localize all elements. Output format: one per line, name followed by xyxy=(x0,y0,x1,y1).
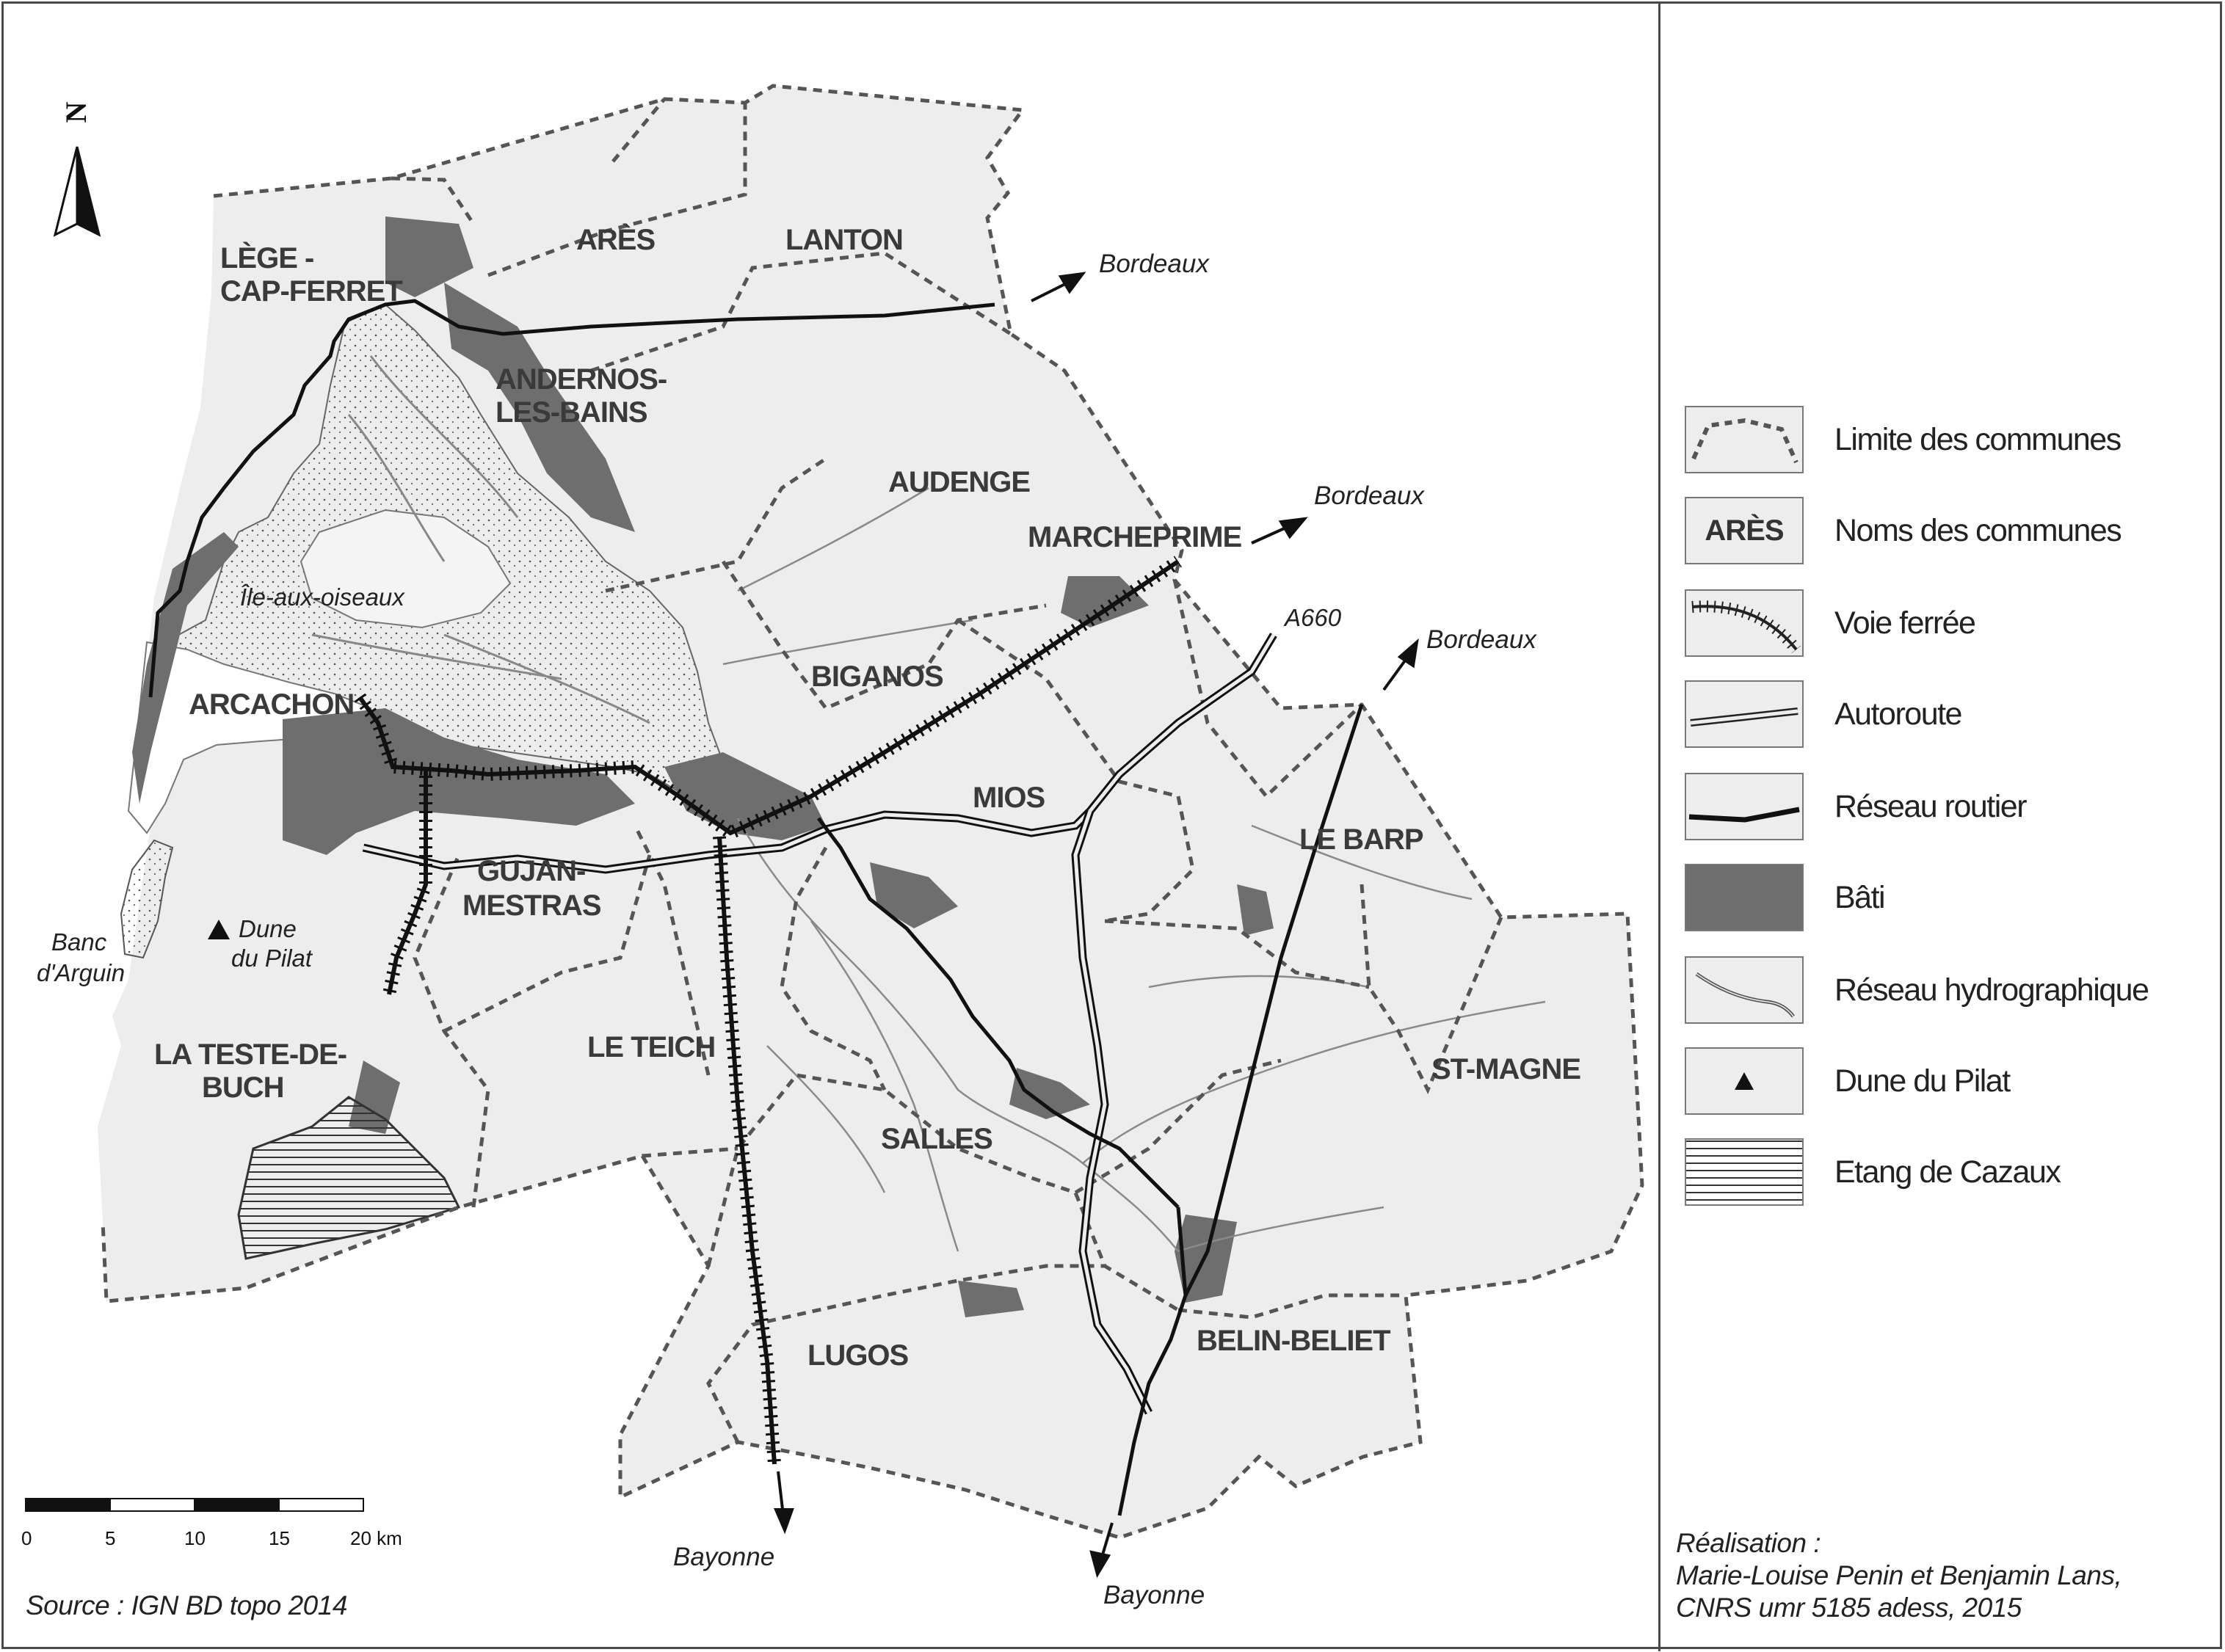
arrowhead-bayonne-1 xyxy=(776,1510,792,1530)
legend-label-railway: Voie ferrée xyxy=(1834,605,1975,641)
north-letter: N xyxy=(59,101,92,123)
legend-label-dune: Dune du Pilat xyxy=(1834,1063,2010,1099)
label-marcheprime: MARCHEPRIME xyxy=(1028,521,1242,553)
legend-item-motorway xyxy=(1685,680,2213,751)
scale-tick-20: 20 km xyxy=(350,1527,402,1549)
north-arrow xyxy=(55,101,99,235)
legend-swatch-roads xyxy=(1685,773,1804,840)
label-ares: ARÈS xyxy=(576,224,656,256)
scale-tick-5: 5 xyxy=(105,1527,116,1549)
label-lugos: LUGOS xyxy=(807,1339,909,1372)
credits xyxy=(1676,1527,2121,1624)
label-lege: LÈGE -CAP-FERRET xyxy=(220,242,402,308)
legend-item-buildings xyxy=(1685,864,2213,934)
legend-swatch-cazaux xyxy=(1685,1138,1804,1206)
legend-swatch-buildings xyxy=(1685,864,1804,931)
arrowhead-bordeaux-2 xyxy=(1281,519,1304,536)
legend-swatch-commune-names: ARÈS xyxy=(1685,497,1804,564)
legend-label-cazaux: Etang de Cazaux xyxy=(1834,1154,2061,1190)
label-bordeaux-3: Bordeaux xyxy=(1426,625,1536,654)
label-bayonne-2: Bayonne xyxy=(1103,1581,1205,1609)
label-dune-pilat: Dune du Pilat xyxy=(231,915,313,972)
legend-item-railway xyxy=(1685,589,2213,660)
scale-tick-0: 0 xyxy=(21,1527,32,1549)
label-lanton: LANTON xyxy=(785,224,903,256)
label-gujan: GUJAN-MESTRAS xyxy=(462,855,601,922)
legend-item-commune-limits xyxy=(1685,406,2213,476)
legend-label-roads: Réseau routier xyxy=(1834,789,2027,824)
credits-line-2: Marie-Louise Penin et Benjamin Lans, xyxy=(1676,1560,2122,1590)
label-ile-aux-oiseaux: Île-aux-oiseaux xyxy=(240,583,404,611)
legend-item-commune-names xyxy=(1685,497,2213,567)
label-bordeaux-1: Bordeaux xyxy=(1099,250,1209,278)
label-salles: SALLES xyxy=(881,1123,992,1155)
label-audenge: AUDENGE xyxy=(888,466,1031,498)
label-bayonne-1: Bayonne xyxy=(673,1543,775,1571)
legend-label-buildings: Bâti xyxy=(1834,880,1885,915)
map-canvas xyxy=(4,4,1660,1651)
scale-tick-10: 10 xyxy=(184,1527,206,1549)
label-lateste: LA TESTE-DE-BUCH xyxy=(154,1038,347,1104)
legend-label-commune-names: Noms des communes xyxy=(1834,513,2121,548)
label-andernos: ANDERNOS-LES-BAINS xyxy=(496,363,667,429)
map-panel xyxy=(4,4,1660,1651)
label-arcachon: ARCACHON xyxy=(189,688,355,721)
legend-item-dune xyxy=(1685,1047,2213,1118)
label-lebarp: LE BARP xyxy=(1299,823,1423,856)
credits-line-3: CNRS umr 5185 adess, 2015 xyxy=(1676,1593,2022,1623)
legend-swatch-dune xyxy=(1685,1047,1804,1115)
credits-line-1: Réalisation : xyxy=(1676,1528,1821,1558)
legend-item-roads xyxy=(1685,773,2213,843)
scale-tick-15: 15 xyxy=(269,1527,290,1549)
label-belin: BELIN-BELIET xyxy=(1197,1325,1390,1357)
arrowhead-bordeaux-1 xyxy=(1061,274,1083,291)
legend-item-cazaux xyxy=(1685,1138,2213,1209)
scale-bar xyxy=(21,1499,402,1549)
legend-label-hydro: Réseau hydrographique xyxy=(1834,972,2149,1008)
arrowhead-bayonne-2 xyxy=(1092,1552,1108,1574)
legend-swatch-hydro xyxy=(1685,956,1804,1024)
legend-swatch-commune-limits xyxy=(1685,406,1804,473)
legend-swatch-railway xyxy=(1685,589,1804,657)
label-leteich: LE TEICH xyxy=(587,1031,716,1063)
source-note: Source : IGN BD topo 2014 xyxy=(26,1590,347,1620)
label-mios: MIOS xyxy=(973,782,1045,814)
page-frame xyxy=(1,1,2222,1649)
label-banc-arguin: Banc d'Arguin xyxy=(37,928,126,986)
label-a660: A660 xyxy=(1285,604,1342,631)
legend-label-commune-limits: Limite des communes xyxy=(1834,422,2121,457)
legend-swatch-motorway xyxy=(1685,680,1804,748)
legend-item-hydro xyxy=(1685,956,2213,1027)
label-biganos: BIGANOS xyxy=(811,661,943,693)
label-bordeaux-2: Bordeaux xyxy=(1314,481,1424,510)
legend-label-motorway: Autoroute xyxy=(1834,696,1961,732)
label-stmagne: ST-MAGNE xyxy=(1431,1053,1581,1085)
